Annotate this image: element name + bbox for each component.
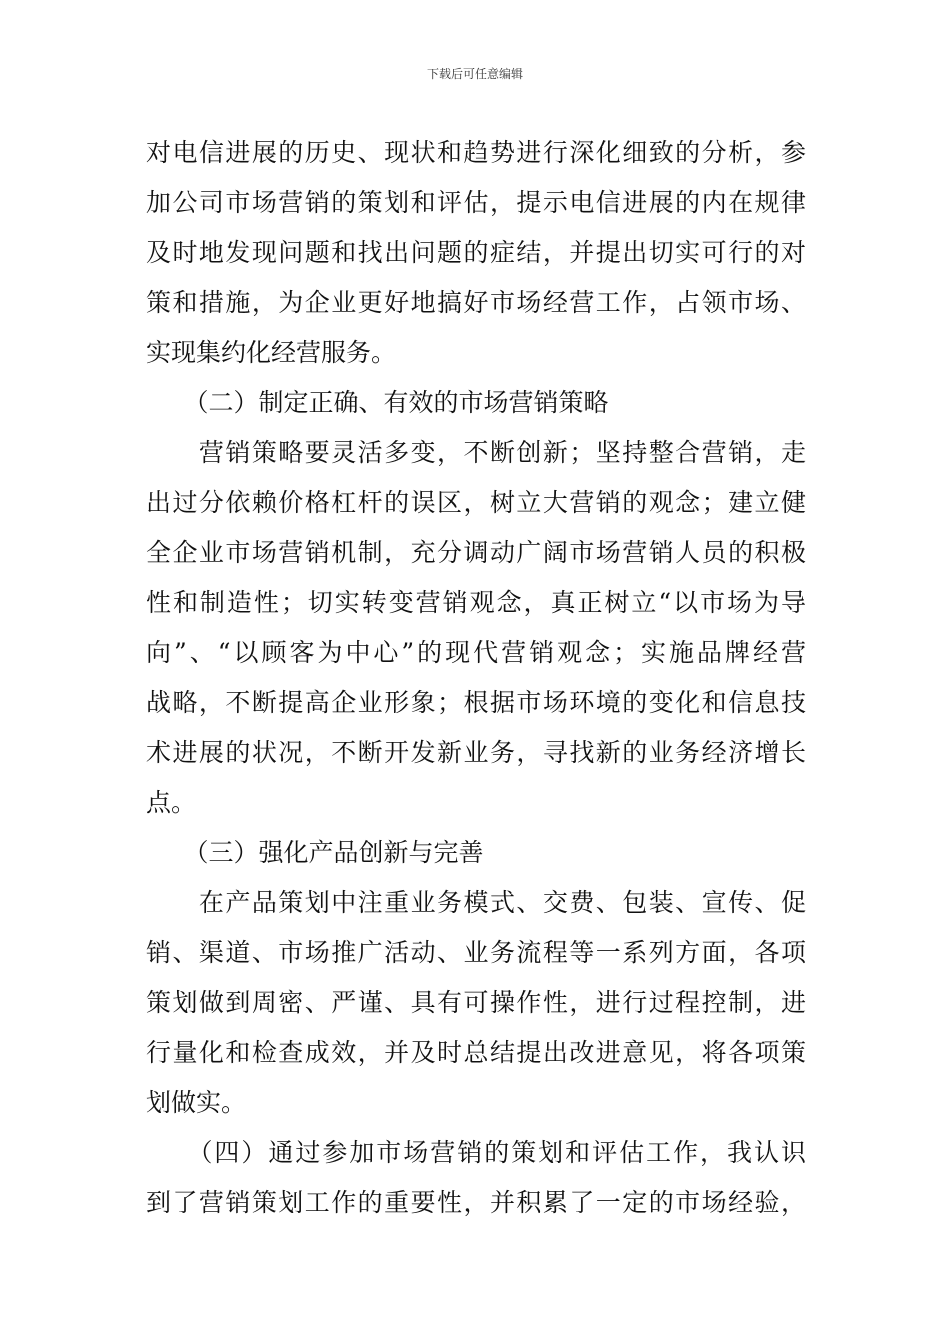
text-line: 营销策略要灵活多变，不断创新；坚持整合营销，走	[146, 438, 806, 467]
page-header: 下载后可任意编辑	[426, 67, 523, 81]
text-line: （四）通过参加市场营销的策划和评估工作，我认识	[146, 1138, 806, 1167]
text-line: 对电信进展的历史、现状和趋势进行深化细致的分析，参	[146, 138, 806, 167]
section-heading: （三）强化产品创新与完善	[146, 838, 484, 867]
text-line: 划做实。	[146, 1088, 247, 1117]
text-line: 全企业市场营销机制，充分调动广阔市场营销人员的积极	[146, 538, 806, 567]
text-line: 销、渠道、市场推广活动、业务流程等一系列方面，各项	[146, 938, 806, 967]
section-heading: （二）制定正确、有效的市场营销策略	[146, 388, 609, 417]
text-line: 加公司市场营销的策划和评估，提示电信进展的内在规律	[146, 188, 806, 217]
text-line: 性和制造性；切实转变营销观念，真正树立“以市场为导	[146, 588, 806, 617]
text-line: 点。	[146, 788, 197, 817]
text-line: 术进展的状况，不断开发新业务，寻找新的业务经济增长	[146, 738, 806, 767]
text-line: 在产品策划中注重业务模式、交费、包装、宣传、促	[146, 888, 806, 917]
text-line: 出过分依赖价格杠杆的误区，树立大营销的观念；建立健	[146, 488, 806, 517]
text-line: 及时地发现问题和找出问题的症结，并提出切实可行的对	[146, 238, 806, 267]
text-line: 策和措施，为企业更好地搞好市场经营工作，占领市场、	[146, 288, 806, 317]
document-body	[146, 128, 806, 1228]
text-line: 向”、“以顾客为中心”的现代营销观念；实施品牌经营	[146, 638, 806, 667]
text-line: 实现集约化经营服务。	[146, 338, 397, 367]
text-line: 行量化和检查成效，并及时总结提出改进意见，将各项策	[146, 1038, 806, 1067]
text-line: 策划做到周密、严谨、具有可操作性，进行过程控制，进	[146, 988, 806, 1017]
text-line: 战略，不断提高企业形象；根据市场环境的变化和信息技	[146, 688, 806, 717]
text-line: 到了营销策划工作的重要性，并积累了一定的市场经验，	[146, 1188, 806, 1217]
